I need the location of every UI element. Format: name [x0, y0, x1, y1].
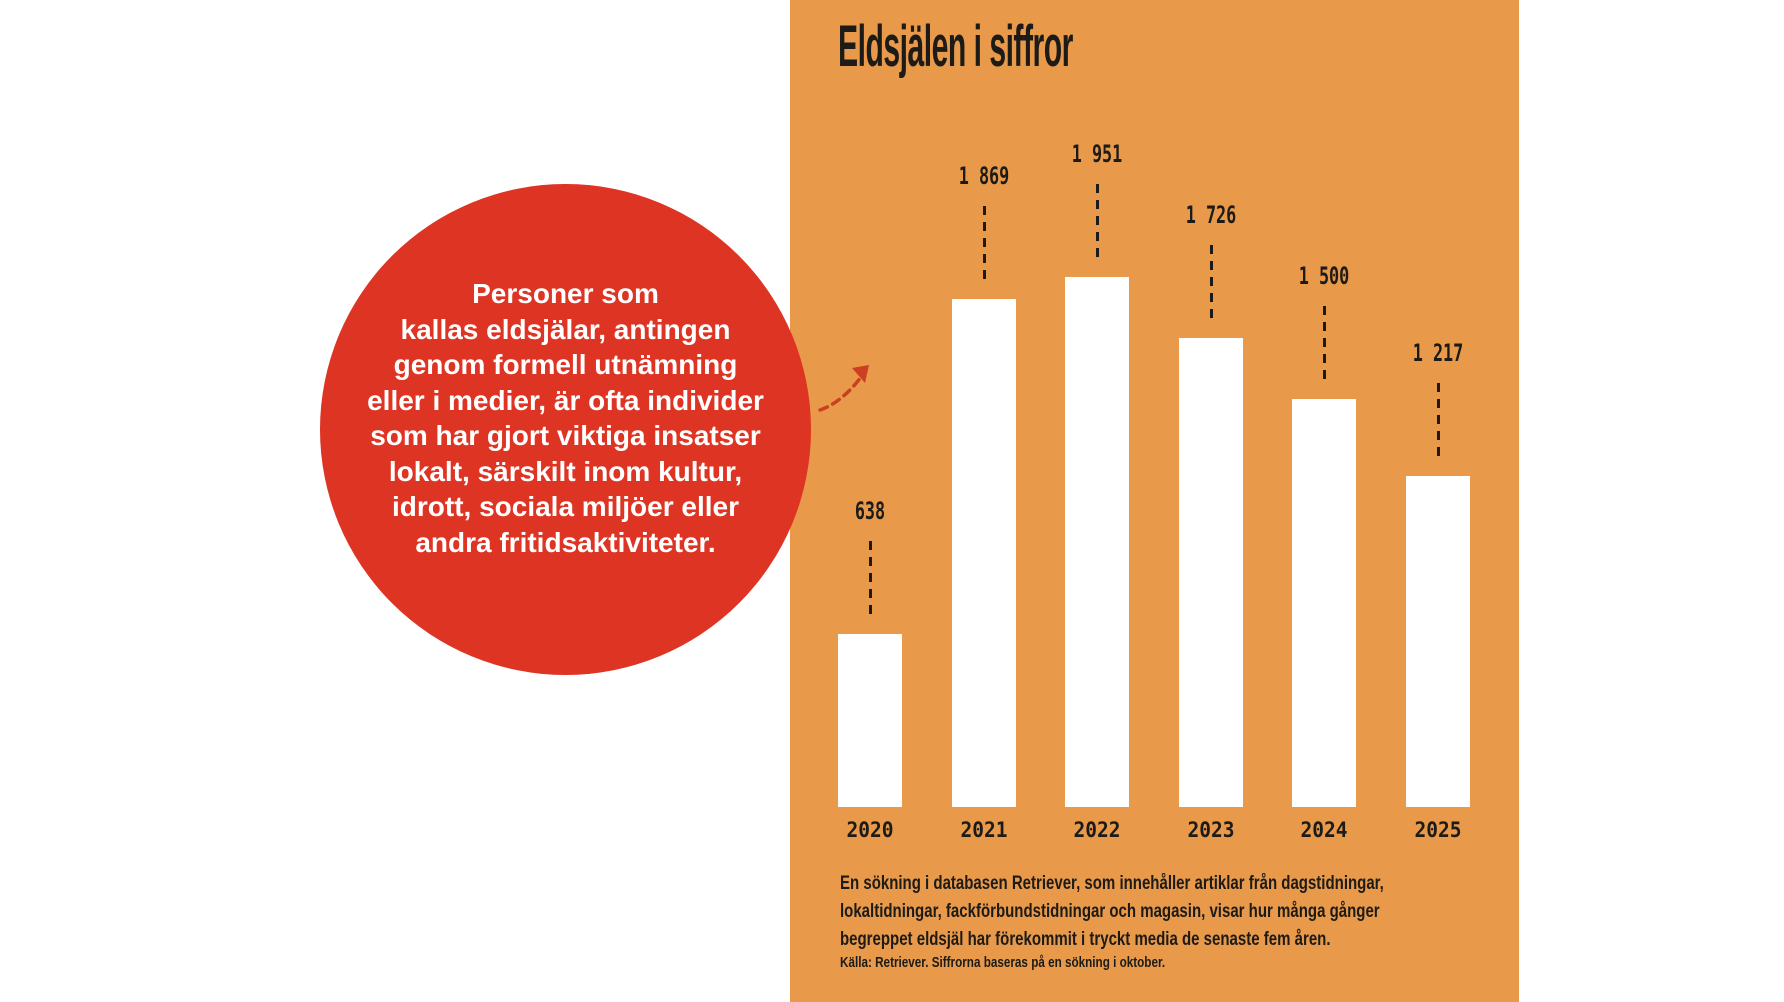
caption-line: begreppet eldsjäl har förekommit i tryckt media de senaste fem åren.: [840, 929, 1331, 950]
bar-2022: [1065, 277, 1129, 807]
value-label-2020: 638: [854, 497, 886, 525]
bubble-line: andra fritidsaktiviteter.: [415, 526, 716, 558]
bubble-line: eller i medier, är ofta individer: [367, 384, 764, 416]
bubble-line: Personer som: [472, 278, 659, 309]
year-label-2020: 2020: [846, 818, 894, 842]
bar-2025: [1406, 476, 1470, 807]
caption-line: lokaltidningar, fackförbundstidningar och magasin, visar hur många gånger: [840, 901, 1380, 922]
dashed-connector: [1323, 306, 1326, 381]
dashed-connector: [1437, 383, 1440, 458]
bubble-line: som har gjort viktiga insatser: [370, 420, 761, 451]
bar-2024: [1292, 399, 1356, 807]
caption-line: En sökning i databasen Retriever, som innehåller artiklar från dagstidningar,: [840, 873, 1384, 894]
dashed-connector: [1210, 245, 1213, 320]
bubble-line: kallas eldsjälar, antingen: [400, 313, 731, 345]
chart-caption: [840, 870, 1384, 954]
value-label-2021: 1 869: [958, 162, 1010, 190]
year-label-2022: 2022: [1073, 818, 1121, 842]
year-label-2024: 2024: [1300, 818, 1348, 842]
dashed-connector: [983, 206, 986, 281]
source-note: Källa: Retriever. Siffrorna baseras på en sökning i oktober.: [840, 954, 1166, 971]
year-label-2021: 2021: [960, 818, 1008, 842]
value-label-2024: 1 500: [1298, 262, 1350, 290]
page-title: Eldsjälen i siffror: [838, 14, 1073, 79]
dashed-arrow-icon: [795, 352, 885, 422]
year-label-2023: 2023: [1187, 818, 1235, 842]
bubble-line: idrott, sociala miljöer eller: [391, 491, 739, 522]
value-label-2025: 1 217: [1412, 339, 1464, 367]
bar-2023: [1179, 338, 1243, 807]
value-label-2022: 1 951: [1071, 140, 1123, 168]
annotation-bubble-text: [320, 276, 811, 560]
dashed-connector: [1096, 184, 1099, 259]
bubble-line: genom formell utnämning: [393, 349, 738, 380]
bubble-line: lokalt, särskilt inom kultur,: [388, 455, 743, 487]
bar-2021: [952, 299, 1016, 807]
year-label-2025: 2025: [1414, 818, 1462, 842]
dashed-connector: [869, 541, 872, 616]
bar-2020: [838, 634, 902, 807]
value-label-2023: 1 726: [1185, 201, 1237, 229]
